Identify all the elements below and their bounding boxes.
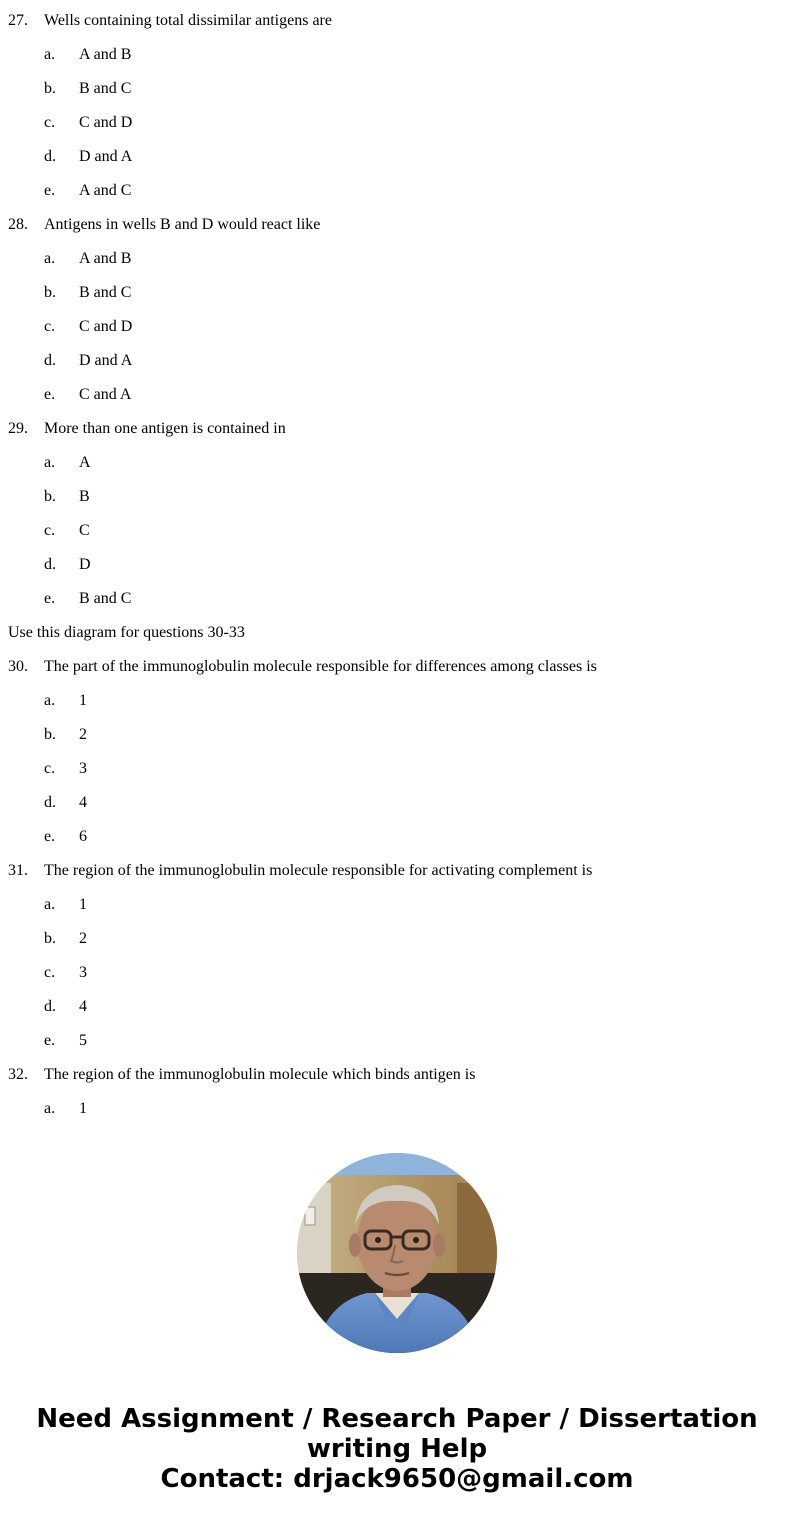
- answer-option: [0, 480, 794, 514]
- option-letter: e.: [44, 386, 56, 403]
- option-text: 4: [79, 998, 87, 1015]
- answer-option: [0, 990, 794, 1024]
- question-text: The region of the immunoglobulin molecule which binds antigen is: [44, 1066, 476, 1083]
- answer-option: [0, 1092, 794, 1126]
- answer-option: [0, 548, 794, 582]
- option-text: A and B: [79, 46, 132, 63]
- instruction-note: Use this diagram for questions 30-33: [8, 624, 245, 641]
- answer-option: [0, 140, 794, 174]
- option-letter: d.: [44, 352, 56, 369]
- question-number: 30.: [8, 658, 28, 675]
- option-letter: b.: [44, 488, 56, 505]
- question-stem: [0, 4, 794, 38]
- option-letter: e.: [44, 590, 56, 607]
- answer-option: [0, 786, 794, 820]
- answer-option: [0, 310, 794, 344]
- option-letter: d.: [44, 998, 56, 1015]
- option-letter: a.: [44, 454, 56, 471]
- option-text: 4: [79, 794, 87, 811]
- option-letter: e.: [44, 182, 56, 199]
- option-letter: c.: [44, 114, 56, 131]
- answer-option: [0, 888, 794, 922]
- option-letter: c.: [44, 760, 56, 777]
- option-text: B: [79, 488, 90, 505]
- question-number: 29.: [8, 420, 28, 437]
- answer-option: [0, 38, 794, 72]
- answer-option: [0, 378, 794, 412]
- option-text: C and D: [79, 318, 133, 335]
- option-letter: d.: [44, 148, 56, 165]
- option-text: B and C: [79, 80, 132, 97]
- option-letter: b.: [44, 726, 56, 743]
- question-text: More than one antigen is contained in: [44, 420, 286, 437]
- option-letter: b.: [44, 80, 56, 97]
- option-text: 3: [79, 760, 87, 777]
- question-stem: [0, 650, 794, 684]
- question-number: 31.: [8, 862, 28, 879]
- option-letter: a.: [44, 1100, 56, 1117]
- footer-contact-line: Contact: drjack9650@gmail.com: [160, 1464, 634, 1494]
- option-text: 2: [79, 930, 87, 947]
- question-stem: [0, 208, 794, 242]
- option-letter: d.: [44, 794, 56, 811]
- answer-option: [0, 1024, 794, 1058]
- option-text: 6: [79, 828, 87, 845]
- option-letter: c.: [44, 522, 56, 539]
- footer-line-2: writing Help: [306, 1434, 488, 1464]
- answer-option: [0, 106, 794, 140]
- answer-option: [0, 922, 794, 956]
- option-text: C: [79, 522, 90, 539]
- question-number: 27.: [8, 12, 28, 29]
- question-text: The part of the immunoglobulin molecule responsible for differences among classes is: [44, 658, 597, 675]
- option-letter: c.: [44, 318, 56, 335]
- question-number: 32.: [8, 1066, 28, 1083]
- option-text: C and A: [79, 386, 132, 403]
- question-stem: [0, 854, 794, 888]
- contact-footer: [0, 1404, 794, 1494]
- option-text: A: [79, 454, 91, 471]
- question-stem: [0, 1058, 794, 1092]
- answer-option: [0, 72, 794, 106]
- option-letter: a.: [44, 46, 56, 63]
- option-text: 5: [79, 1032, 87, 1049]
- option-letter: e.: [44, 1032, 56, 1049]
- answer-option: [0, 956, 794, 990]
- question-text: Antigens in wells B and D would react like: [44, 216, 321, 233]
- answer-option: [0, 820, 794, 854]
- option-text: 1: [79, 896, 87, 913]
- answer-option: [0, 684, 794, 718]
- option-text: A and B: [79, 250, 132, 267]
- question-stem: [0, 412, 794, 446]
- answer-option: [0, 514, 794, 548]
- answer-option: [0, 752, 794, 786]
- option-text: 2: [79, 726, 87, 743]
- option-letter: a.: [44, 692, 56, 709]
- option-letter: a.: [44, 250, 56, 267]
- option-text: B and C: [79, 590, 132, 607]
- answer-option: [0, 446, 794, 480]
- option-text: D: [79, 556, 91, 573]
- answer-option: [0, 242, 794, 276]
- option-text: 1: [79, 1100, 87, 1117]
- option-text: D and A: [79, 148, 133, 165]
- question-text: Wells containing total dissimilar antigens are: [44, 12, 332, 29]
- person-photo-icon: [297, 1153, 497, 1353]
- avatar: [297, 1153, 497, 1353]
- option-letter: e.: [44, 828, 56, 845]
- option-text: D and A: [79, 352, 133, 369]
- option-letter: c.: [44, 964, 56, 981]
- option-text: 3: [79, 964, 87, 981]
- option-text: 1: [79, 692, 87, 709]
- question-number: 28.: [8, 216, 28, 233]
- option-text: C and D: [79, 114, 133, 131]
- footer-line-1: Need Assignment / Research Paper / Dissertation: [36, 1404, 758, 1434]
- option-letter: b.: [44, 284, 56, 301]
- answer-option: [0, 174, 794, 208]
- answer-option: [0, 276, 794, 310]
- question-text: The region of the immunoglobulin molecule responsible for activating complement is: [44, 862, 593, 879]
- option-text: B and C: [79, 284, 132, 301]
- answer-option: [0, 718, 794, 752]
- option-text: A and C: [79, 182, 132, 199]
- question-list: [0, 4, 794, 1126]
- option-letter: d.: [44, 556, 56, 573]
- option-letter: a.: [44, 896, 56, 913]
- option-letter: b.: [44, 930, 56, 947]
- answer-option: [0, 344, 794, 378]
- answer-option: [0, 582, 794, 616]
